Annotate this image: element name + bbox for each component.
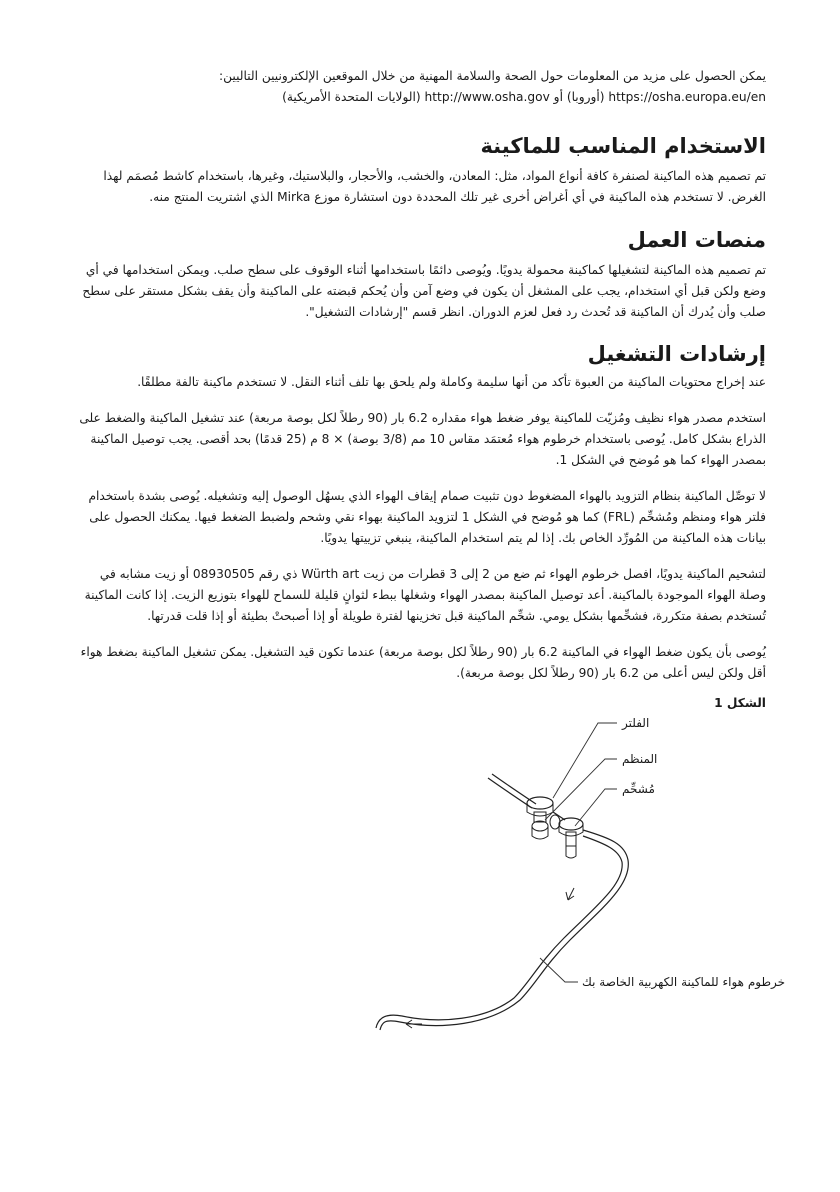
section-heading: منصات العمل [627,228,766,252]
callout-lubricator: مُشحِّم [622,782,655,796]
hose-leader [540,958,578,982]
regulator-leader [545,759,617,820]
section-paragraph: تم تصميم هذه الماكينة لتشغيلها كماكينة محمولة يدويًا. ويُوصى دائمًا باستخدامها أثناء الوقوف على سطح صلب. ويمكن استخدامها في أي وضع ولكن قبل أي استخدام، يجب على المشغل أن يكون في وضع آمن وأن يُحكم قبضته على الماكينة وأن يقف بشكل مستقر على سطح صلب وأن يُدرك أن الماكينة قد تُحدث رد فعل لعزم الدوران. انظر قسم "إرشادات التشغيل". [82,263,766,319]
filter-leader [553,723,617,798]
section-paragraph: لا توصِّل الماكينة بنظام التزويد بالهواء المضغوط دون تثبيت صمام إيقاف الهواء الذي يسهُل الوصول إليه وتشغيله. يُوصى بشدة باستخدام فلتر هواء ومنظم ومُشحِّم (FRL) كما هو مُوضح في الشكل 1 لتزويد الماكينة بهواء نقي وشحم ولضبط الضغط فيها. يمكنك الحصول على بيانات هذه الماكينة من المُورِّد الخاص بك. إذا لم يتم استخدام الماكينة، ينبغي تزييتها يدويًا. [88,489,766,545]
section-paragraph: استخدم مصدر هواء نظيف ومُزيّت للماكينة يوفر ضغط هواء مقداره 6.2 بار (90 رطلاً لكل بوصة مربعة) عند تشغيل الماكينة والضغط على الذراع بشكل كامل. يُوصى باستخدام خرطوم هواء مُعتمَد مقاس 10 مم (3/8 بوصة) × 8 م (25 قدمًا) بحد أقصى. يجب توصيل الماكينة بمصدر الهواء كما هو مُوضح في الشكل 1. [79,411,766,467]
callout-filter: الفلتر [622,716,650,730]
frl-lubricator [559,818,583,858]
tool-air-hose [380,830,628,1030]
section-paragraph: تم تصميم هذه الماكينة لصنفرة كافة أنواع المواد، مثل: المعادن، والخشب، والأحجار، والبلاستيك، وغيرها، باستخدام كاشط مُصمَم لهذا الغرض. لا تستخدم هذه الماكينة في أي أغراض أخرى غير تلك المحددة دون استشارة موزع Mirka الذي اشتريت المنتج منه. [103,169,766,204]
section-paragraph: عند إخراج محتويات الماكينة من العبوة تأكد من أنها سليمة وكاملة ولم يلحق بها تلف أثناء النقل. لا تستخدم ماكينة تالفة مطلقًا. [137,375,766,389]
callout-regulator: المنظم [622,752,658,766]
section-paragraph: يُوصى بأن يكون ضغط الهواء في الماكينة 6.2 بار (90 رطلاً لكل بوصة مربعة) عندما تكون قيد التشغيل. يمكن تشغيل الماكينة بضغط هواء أقل ولكن ليس أعلى من 6.2 بار (90 رطلاً لكل بوصة مربعة). [80,645,766,680]
supply-hose [488,778,532,808]
intro-line-2: https://osha.europa.eu/en (أوروبا) أو http://www.osha.gov (الولايات المتحدة الأمريكية) [282,90,766,104]
callout-hose: خرطوم هواء للماكينة الكهربية الخاصة بك [582,975,786,989]
frl-filter-regulator [527,797,560,839]
section-paragraph: لتشحيم الماكينة يدويًا، افصل خرطوم الهواء ثم ضع من 2 إلى 3 قطرات من زيت Würth art ذي رقم 08930505 أو زيت مشابه في وصلة الهواء الموجودة بالماكينة. أعد توصيل الماكينة بمصدر الهواء وشغلها ببطء لثوانٍ قليلة للسماح للهواء بتوزيع الزيت. إذا كانت الماكينة تُستخدم بصفة متكررة، فشحِّمها بشكل يومي. شحِّم الماكينة قبل تخزينها لفترة طويلة أو إذا أصبحتْ بطيئة أو إذا قلت قدرتها. [84,567,766,623]
section-heading: الاستخدام المناسب للماكينة [480,134,766,158]
figure-label: الشكل 1 [714,696,766,710]
section-heading: إرشادات التشغيل [587,342,766,366]
intro-line-1: يمكن الحصول على مزيد من المعلومات حول الصحة والسلامة المهنية من خلال الموقعين الإلكترونيين التاليين: [219,69,766,83]
